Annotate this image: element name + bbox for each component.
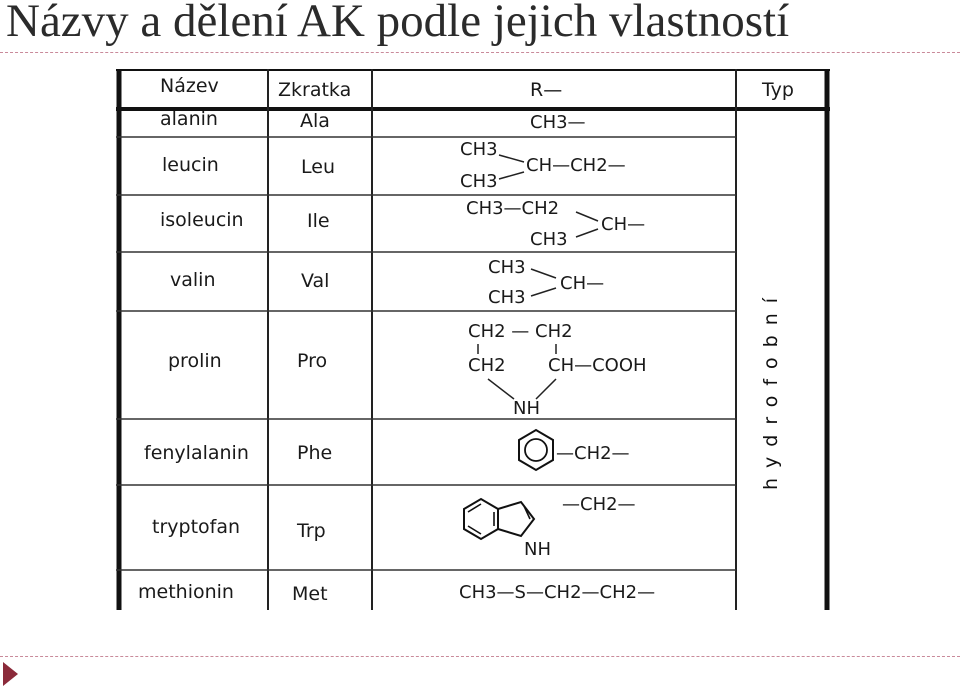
formula-fenylalanin: —CH2— <box>556 443 630 464</box>
abbr-leu: Leu <box>301 156 335 178</box>
name-isoleucin: isoleucin <box>160 209 244 231</box>
formula-isoleucin-chain: CH3—CH2 <box>466 198 560 219</box>
formula-leucin-ch3-bottom: CH3 <box>460 171 498 192</box>
type-column <box>746 244 796 534</box>
type-label-hydrofobni: hydrofobní <box>760 287 782 491</box>
formula-prolin-ch2: CH2 <box>468 355 506 376</box>
formula-leucin-ch3-top: CH3 <box>460 139 498 160</box>
formula-tryptofan-nh: NH <box>524 539 551 560</box>
amino-acid-table <box>116 69 830 610</box>
slide-bullet-icon <box>3 662 18 686</box>
formula-alanin: CH3— <box>530 112 586 133</box>
header-r: R— <box>530 79 563 101</box>
title-divider <box>0 52 960 53</box>
name-valin: valin <box>170 269 216 291</box>
name-methionin: methionin <box>138 581 234 603</box>
name-fenylalanin: fenylalanin <box>144 442 249 464</box>
abbr-met: Met <box>292 583 328 605</box>
abbr-phe: Phe <box>297 442 333 464</box>
abbr-val: Val <box>301 270 330 292</box>
formula-valin-ch: CH— <box>560 273 605 294</box>
formula-isoleucin-ch3: CH3 <box>530 229 568 250</box>
abbr-ala: Ala <box>300 110 330 132</box>
name-leucin: leucin <box>162 154 219 176</box>
name-tryptofan: tryptofan <box>152 516 241 538</box>
formula-prolin-top: CH2 — CH2 <box>468 321 573 342</box>
formula-tryptofan-ch2: —CH2— <box>562 494 636 515</box>
formula-isoleucin-ch: CH— <box>601 214 646 235</box>
abbr-pro: Pro <box>297 350 328 372</box>
footer-divider <box>0 656 960 657</box>
header-abbr: Zkratka <box>278 79 352 101</box>
slide-title: Názvy a dělení AK podle jejich vlastností <box>6 0 790 47</box>
name-prolin: prolin <box>168 350 222 372</box>
header-type: Typ <box>762 79 794 101</box>
header-name: Název <box>160 75 219 97</box>
formula-prolin-nh: NH <box>513 398 540 419</box>
abbr-trp: Trp <box>297 520 326 542</box>
formula-valin-ch3-bottom: CH3 <box>488 287 526 308</box>
formula-prolin-cooh: CH—COOH <box>548 355 647 376</box>
abbr-ile: Ile <box>307 210 330 232</box>
name-alanin: alanin <box>160 108 218 130</box>
formula-methionin: CH3—S—CH2—CH2— <box>459 582 656 603</box>
formula-valin-ch3-top: CH3 <box>488 257 526 278</box>
formula-leucin-chain: CH—CH2— <box>526 155 626 176</box>
